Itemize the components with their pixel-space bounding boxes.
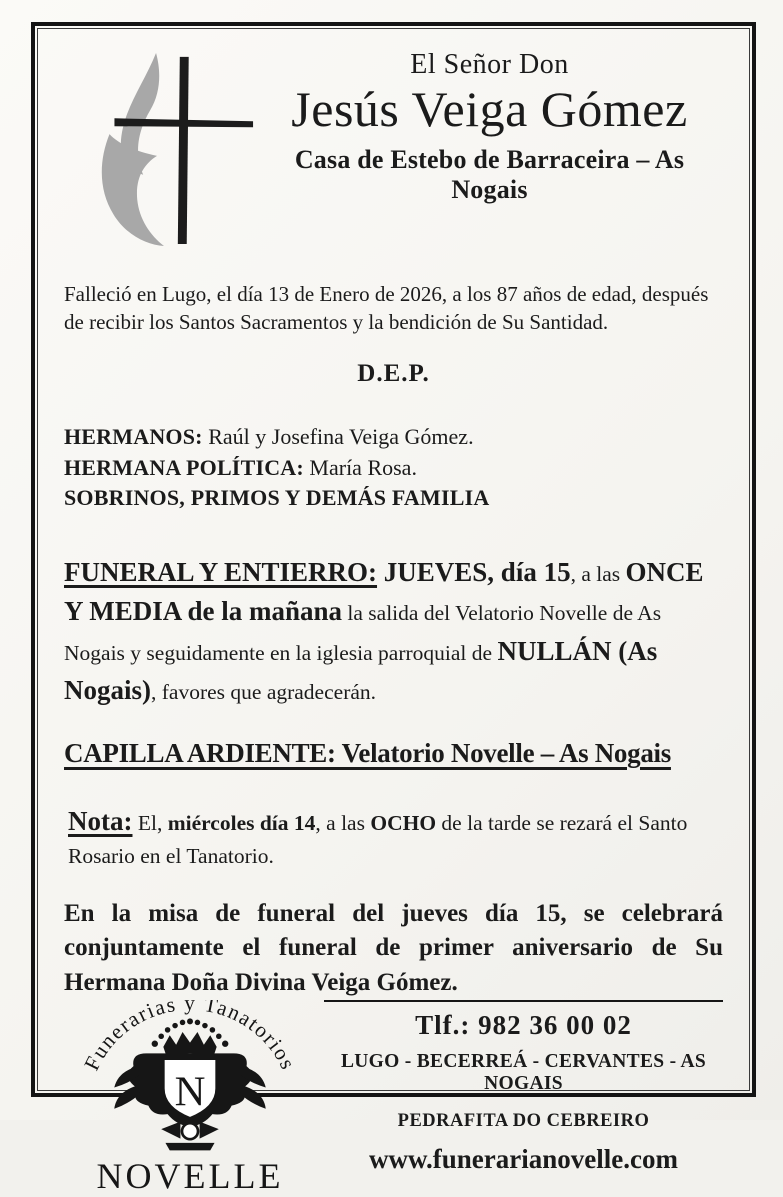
family-label: SOBRINOS, PRIMOS Y DEMÁS FAMILIA <box>64 484 490 510</box>
funeral-time: ONCE Y MEDIA de la mañana <box>64 557 704 627</box>
family-label: HERMANA POLÍTICA: <box>64 454 304 480</box>
location-secondary: PEDRAFITA DO CEBREIRO <box>397 1111 650 1132</box>
nota-section <box>64 803 723 871</box>
family-row <box>64 483 723 513</box>
nota-seg: , a las <box>315 810 371 835</box>
logo-arc-text: Funerarias y Tanatorios <box>79 1000 301 1075</box>
nota-seg: de la tarde se rezará el Santo Rosario en el Tanatorio. <box>68 810 688 868</box>
locations-line: LUGO - BECERREÁ - CERVANTES - AS NOGAIS <box>340 1051 707 1095</box>
novelle-logo <box>56 1000 324 1197</box>
deceased-name: Jesús Veiga Gómez <box>291 81 688 137</box>
dep-abbreviation: D.E.P. <box>357 360 430 388</box>
family-row <box>64 453 723 483</box>
cross-and-flame-icon <box>64 49 256 252</box>
nota-time: OCHO <box>370 810 437 835</box>
page-border-frame <box>31 22 756 1197</box>
family-list <box>64 422 723 513</box>
crown-dots <box>152 1019 229 1048</box>
website-url: www.funerarianovelle.com <box>369 1144 678 1175</box>
page-content <box>37 28 750 1197</box>
family-label: HERMANOS: <box>64 424 203 450</box>
funeral-end: , favores que agradecerán. <box>151 679 377 704</box>
pretitle: El Señor Don <box>410 49 569 80</box>
funeral-section <box>64 553 723 710</box>
house-name: Casa de Estebo de Barraceira – As Nogais <box>294 145 685 204</box>
funeral-mid: la salida del Velatorio Novelle de As Nogais y seguidamente en la iglesia parroquial de <box>64 601 662 665</box>
header <box>64 43 723 252</box>
family-value: Raúl y Josefina Veiga Gómez. <box>202 424 474 450</box>
family-value: María Rosa. <box>303 454 417 480</box>
phone-number: Tlf.: 982 36 00 02 <box>415 1010 632 1041</box>
capilla-heading: CAPILLA ARDIENTE: Velatorio Novelle – As Nogais <box>64 737 671 768</box>
anniversary-note: En la misa de funeral del jueves día 15, se celebrará conjuntamente el funeral de primer aniversario de Su Hermana Doña Divina Veiga Gómez. <box>64 899 723 996</box>
funeral-heading: FUNERAL Y ENTIERRO: <box>64 557 378 588</box>
nota-label: Nota: <box>68 805 133 836</box>
funeral-day: JUEVES, día 15 <box>377 557 571 588</box>
logo-monogram: N <box>174 1068 206 1116</box>
nota-seg: El, <box>132 810 168 835</box>
family-row <box>64 422 723 452</box>
footer <box>64 1000 723 1197</box>
funeral-church: NULLÁN (As Nogais) <box>64 635 658 705</box>
title-block <box>256 43 723 205</box>
death-notice: Falleció en Lugo, el día 13 de Enero de 2026, a los 87 años de edad, después de recibir los Santos Sacramentos y la bendición de Su Santidad. <box>64 282 709 335</box>
logo-company-name: NOVELLE <box>96 1156 284 1197</box>
novelle-crest-icon <box>56 1000 324 1160</box>
nota-date: miércoles día 14 <box>167 810 316 835</box>
contact-block <box>324 1000 723 1175</box>
funeral-alas: , a las <box>570 562 626 587</box>
